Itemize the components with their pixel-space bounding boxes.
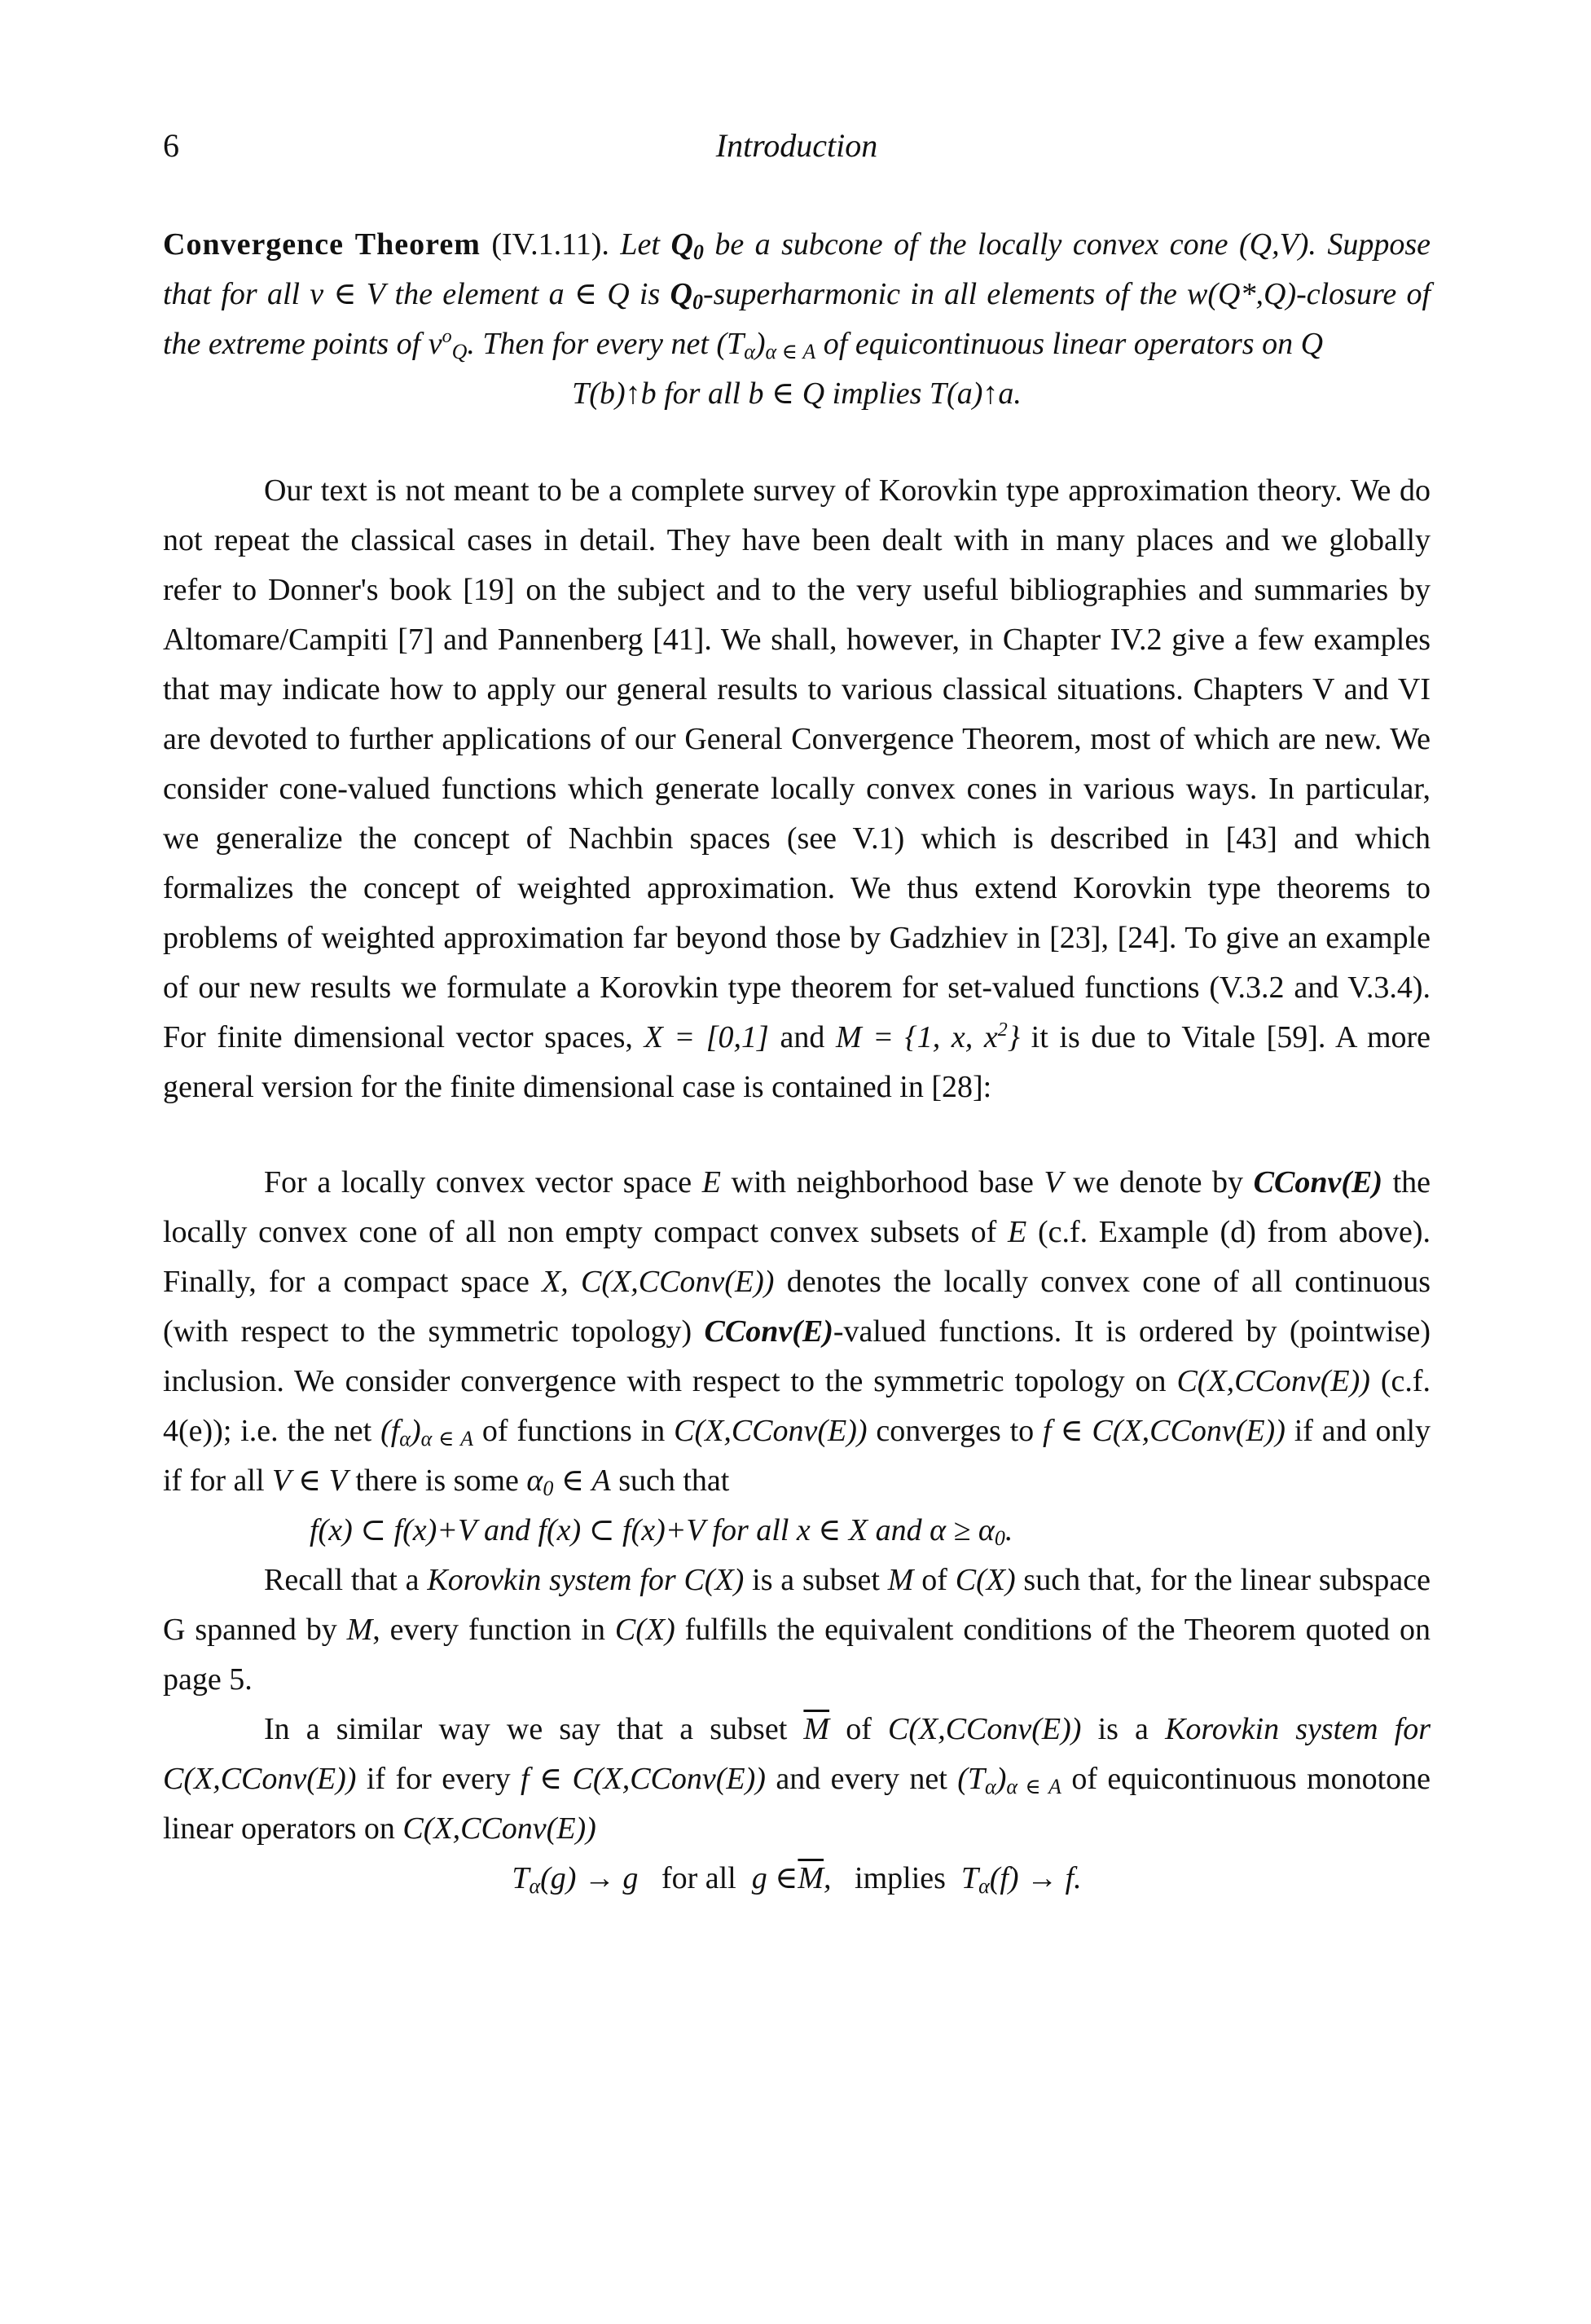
equation-korovkin-system: $T_\alpha(g) \to g$ for all g $\in\overline{M}$, implies $T_\alpha(f) \to f$. (512, 1861, 1082, 1898)
theorem-heading: Convergence Theorem (163, 227, 481, 262)
paragraph-korovkin-definition: Recall that a Korovkin system for C(X) is a subset M of C(X) such that, for the linear subspace G spanned by M, every function in C(X) fulfills the equivalent conditions of the Theorem quoted on page 5. (163, 1563, 1431, 1697)
theorem-implication: T(b)↑b for all b ∈ Q implies T(a)↑a. (572, 376, 1022, 411)
convergence-theorem (163, 220, 1431, 369)
theorem-reference: (IV.1.11). (491, 227, 609, 262)
paragraph-survey: Our text is not meant to be a complete survey of Korovkin type approximation theory. We do not repeat the classical cases in detail. They have been dealt with in many places and we globally refer to Donner's book [19] on the subject and to the very useful bibliographies and summaries by Altomare/Campiti [7] and Pannenberg [41]. We shall, however, in Chapter IV.2 give a few examples that may indicate how to apply our general results to various classical situations. Chapters V and VI are devoted to further applications of our General Convergence Theorem, most of which are new. We consider cone-valued functions which generate locally convex cones in various ways. In particular, we generalize the concept of Nachbin spaces (see V.1) which is described in [43] and which formalizes the concept of weighted approximation. We thus extend Korovkin type theorems to problems of weighted approximation far beyond those by Gadzhiev in [23], [24]. To give an example of our new results we formulate a Korovkin type theorem for set-valued functions (V.3.2 and V.3.4). For finite dimensional vector spaces, X = [0,1] and M = {1, x, $x^2$} it is due to Vitale [59]. A more general version for the finite dimensional case is contained in [28]: (163, 473, 1431, 1104)
inline-math-m: M = {1, x, $x^2$} (835, 1019, 1020, 1054)
page-header (163, 121, 1431, 164)
paragraph-korovkin-cone: In a similar way we say that a subset $\overline{M}$ of C(X,CConv(E)) is a Korovkin system for C(X,CConv(E)) if for every f ∈ C(X,CConv(E)) and every net $(T_\alpha)_{\alpha \in A}$ of equicontinuous monotone linear operators on C(X,CConv(E)) (163, 1712, 1431, 1846)
page-body (163, 220, 1431, 1904)
paragraph-cconv: For a locally convex vector space E with neighborhood base V we denote by CConv(E) the locally convex cone of all non empty compact convex subsets of E (c.f. Example (d) from above). Finally, for a compact space X, C(X,CConv(E)) denotes the locally convex cone of all continuous (with respect to the symmetric topology) CConv(E)-valued functions. It is ordered by (pointwise) inclusion. We consider convergence with respect to the symmetric topology on C(X,CConv(E)) (c.f. 4(e)); i.e. the net $(f_\alpha)_{\alpha \in A}$ of functions in C(X,CConv(E)) converges to f ∈ C(X,CConv(E)) if and only if for all V ∈ V there is some $\alpha_0$ ∈ A such that (163, 1165, 1431, 1500)
page-number: 6 (163, 127, 179, 164)
running-title: Introduction (715, 127, 878, 164)
equation-inclusion: f(x) ⊂ f(x)+V and f(x) ⊂ f(x)+V for all x ∈ X and $\alpha \ge \alpha_0$. (310, 1513, 1013, 1550)
theorem-text: Let $Q_0$ be a subcone of the locally convex cone (Q,V). Suppose that for all v ∈ V the element a ∈ Q is $Q_0$-superharmonic in all elements of the w(Q*,Q)-closure of the extreme points of $v^o_Q$. Then for every net $(T_\alpha)_{\alpha \in A}$ of equicontinuous linear operators on Q (163, 227, 1431, 363)
inline-math-x: X = [0,1] (644, 1020, 769, 1054)
